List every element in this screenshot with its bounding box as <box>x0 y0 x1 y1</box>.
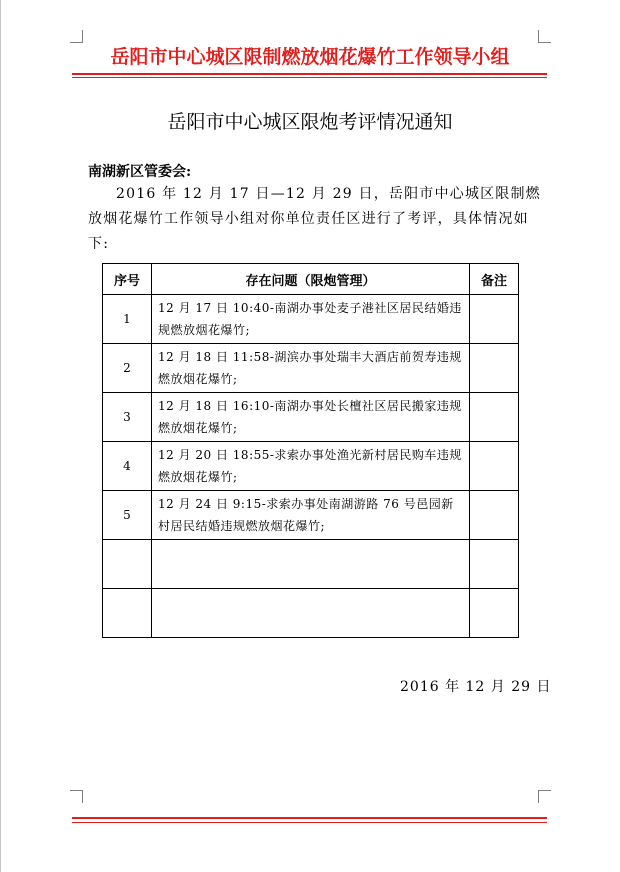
row-issue: 12 月 24 日 9:15-求索办事处南湖游路 76 号邑园新村居民结婚违规燃放烟花爆竹; <box>152 491 470 540</box>
table-row <box>103 491 519 540</box>
row-number: 2 <box>103 344 152 393</box>
row-number: 5 <box>103 491 152 540</box>
row-note <box>470 540 519 589</box>
footer-red-rule <box>72 817 547 819</box>
header-issues: 存在问题（限炮管理） <box>152 264 470 295</box>
issues-table <box>102 263 519 638</box>
table-row <box>103 393 519 442</box>
row-note <box>470 442 519 491</box>
signature-date: 2016 年 12 月 29 日 <box>400 679 552 695</box>
document-title: 岳阳市中心城区限炮考评情况通知 <box>167 111 453 133</box>
table-header-row <box>103 264 519 295</box>
row-note <box>470 344 519 393</box>
row-number: 1 <box>103 295 152 344</box>
row-issue <box>152 589 470 638</box>
row-note <box>470 295 519 344</box>
row-note <box>470 491 519 540</box>
recipient: 南湖新区管委会: <box>88 164 192 180</box>
row-issue: 12 月 18 日 11:58-湖滨办事处瑞丰大酒店前贺寿违规燃放烟花爆竹; <box>152 344 470 393</box>
row-issue: 12 月 17 日 10:40-南湖办事处麦子港社区居民结婚违规燃放烟花爆竹; <box>152 295 470 344</box>
crop-mark-bottom-left <box>70 790 83 803</box>
header-serial-number: 序号 <box>103 264 152 295</box>
row-note <box>470 589 519 638</box>
header-red-rule <box>72 73 547 75</box>
table-row <box>103 295 519 344</box>
body-paragraph: 2016 年 12 月 17 日—12 月 29 日，岳阳市中心城区限制燃放烟花爆竹工作领导小组对你单位责任区进行了考评，具体情况如下: <box>88 186 541 252</box>
org-header-title: 岳阳市中心城区限制燃放烟花爆竹工作领导小组 <box>110 46 510 68</box>
table-row <box>103 589 519 638</box>
header-remarks: 备注 <box>470 264 519 295</box>
table-row <box>103 540 519 589</box>
header-red-rule-thin <box>72 77 547 78</box>
row-number <box>103 589 152 638</box>
row-number: 4 <box>103 442 152 491</box>
footer-red-rule-thin <box>72 822 547 823</box>
row-issue: 12 月 18 日 16:10-南湖办事处长檀社区居民搬家违规燃放烟花爆竹; <box>152 393 470 442</box>
table-row <box>103 344 519 393</box>
crop-mark-bottom-right <box>538 790 551 803</box>
row-note <box>470 393 519 442</box>
row-issue: 12 月 20 日 18:55-求索办事处渔光新村居民购车违规燃放烟花爆竹; <box>152 442 470 491</box>
row-number <box>103 540 152 589</box>
row-number: 3 <box>103 393 152 442</box>
table-row <box>103 442 519 491</box>
row-issue <box>152 540 470 589</box>
